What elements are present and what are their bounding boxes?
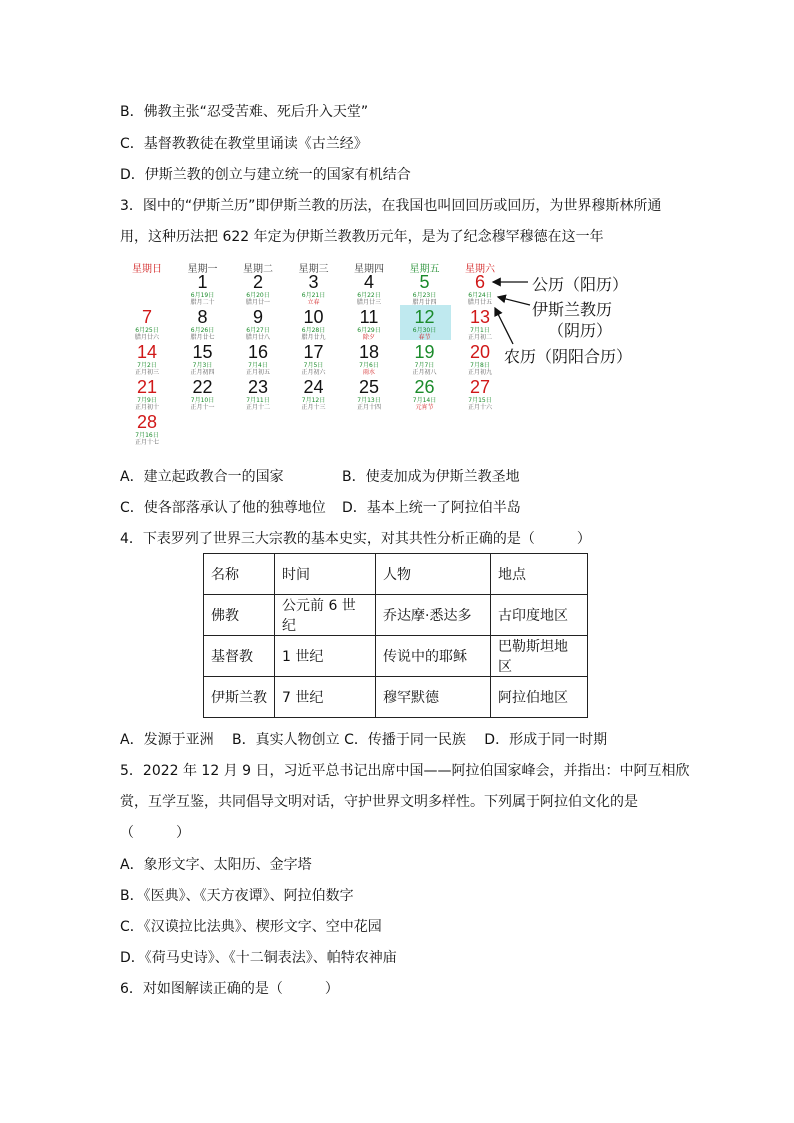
calendar-day xyxy=(453,377,507,411)
lunar-date: 正月十四 xyxy=(356,404,381,411)
day-number: 22 xyxy=(192,377,213,397)
calendar-day xyxy=(342,377,396,411)
calendar-day xyxy=(176,307,230,341)
weekday-header: 星期一 xyxy=(187,264,218,275)
day-number: 28 xyxy=(136,412,158,432)
day-number: 5 xyxy=(419,272,430,292)
islamic-date: 7月5日 xyxy=(303,362,324,369)
calendar-day xyxy=(176,272,230,306)
islamic-date: 7月3日 xyxy=(192,362,213,369)
day-number: 21 xyxy=(136,377,158,397)
q5-option-c: C．《汉谟拉比法典》、楔形文字、空中花园 xyxy=(120,919,382,935)
lunar-date: 正月十二 xyxy=(245,404,270,411)
table-cell: 基督教 xyxy=(204,636,275,677)
islamic-date: 6月24日 xyxy=(468,292,492,299)
table-cell: 7 世纪 xyxy=(275,677,376,718)
anno-islamic-1: 伊斯兰教历 xyxy=(532,300,613,319)
lunar-date: 春节 xyxy=(418,334,431,341)
day-number: 4 xyxy=(363,272,374,292)
table-cell: 乔达摩·悉达多 xyxy=(376,595,491,636)
lunar-date: 腊月廿四 xyxy=(412,299,437,306)
day-number: 2 xyxy=(252,272,263,292)
weekday-header: 星期五 xyxy=(409,264,440,275)
table-row xyxy=(204,636,588,677)
table-row xyxy=(204,595,588,636)
anno-islamic-2: （阴历） xyxy=(548,321,613,340)
calendar-day xyxy=(120,307,174,341)
weekday-header: 星期二 xyxy=(243,264,273,275)
islamic-date: 7月9日 xyxy=(137,397,157,404)
islamic-date: 7月4日 xyxy=(248,362,268,369)
islamic-date: 6月27日 xyxy=(246,327,270,334)
day-number: 3 xyxy=(308,272,319,292)
day-number: 18 xyxy=(358,342,380,362)
q3-option-d: D．基本上统一了阿拉伯半岛 xyxy=(342,500,521,516)
day-number: 16 xyxy=(247,342,269,362)
lunar-date: 腊月廿六 xyxy=(134,334,159,341)
lunar-date: 正月初二 xyxy=(467,334,492,341)
lunar-date: 腊月廿八 xyxy=(245,334,270,341)
calendar-day xyxy=(342,272,396,306)
lunar-date: 正月初九 xyxy=(467,369,492,376)
weekday-header: 星期六 xyxy=(465,264,495,275)
islamic-date: 6月28日 xyxy=(301,327,326,334)
calendar-day xyxy=(287,272,341,306)
arrow-islamic xyxy=(498,297,530,305)
day-number: 20 xyxy=(469,342,491,362)
day-number: 14 xyxy=(136,342,158,362)
anno-solar: 公历（阳历） xyxy=(532,275,629,294)
calendar-day xyxy=(176,342,230,376)
calendar-day xyxy=(398,307,452,341)
lunar-date: 正月初五 xyxy=(245,369,270,376)
lunar-date: 腊月廿五 xyxy=(467,299,492,306)
day-number: 10 xyxy=(303,307,324,327)
day-number: 13 xyxy=(469,307,491,327)
islamic-date: 7月2日 xyxy=(137,362,157,369)
calendar-day xyxy=(231,342,285,376)
table-cell: 时间 xyxy=(275,554,376,595)
day-number: 8 xyxy=(197,307,208,327)
day-number: 27 xyxy=(469,377,491,397)
lunar-date: 正月初四 xyxy=(190,369,215,376)
q2-option-d: D．伊斯兰教的创立与建立统一的国家有机结合 xyxy=(120,167,411,183)
table-row xyxy=(204,554,588,595)
islamic-date: 7月13日 xyxy=(357,397,381,404)
islamic-date: 6月30日 xyxy=(412,327,437,334)
q5-stem-line1: 5．2022 年 12 月 9 日，习近平总书记出席中国——阿拉伯国家峰会，并指出：中阿互相欣 xyxy=(120,763,690,779)
calendar-day xyxy=(176,377,230,411)
weekday-header: 星期日 xyxy=(132,264,162,275)
calendar-day xyxy=(287,307,341,341)
lunar-date: 腊月廿七 xyxy=(190,334,215,341)
table-cell: 穆罕默德 xyxy=(376,677,491,718)
islamic-date: 7月12日 xyxy=(301,397,326,404)
lunar-date: 正月初十 xyxy=(134,404,159,411)
annotation-arrows xyxy=(485,270,545,350)
table-cell: 佛教 xyxy=(204,595,275,636)
weekday-header: 星期三 xyxy=(298,264,329,275)
lunar-date: 正月十七 xyxy=(134,439,159,446)
islamic-date: 6月21日 xyxy=(301,292,326,299)
calendar-day xyxy=(231,272,285,306)
day-number: 15 xyxy=(192,342,213,362)
q6-stem: 6．对如图解读正确的是（ ） xyxy=(120,981,339,997)
calendar-day xyxy=(398,272,452,306)
lunar-date: 正月初三 xyxy=(134,369,159,376)
table-cell: 巴勒斯坦地区 xyxy=(491,636,588,677)
table-cell: 传说中的耶稣 xyxy=(376,636,491,677)
calendar-day xyxy=(120,377,174,411)
lunar-date: 腊月廿三 xyxy=(356,299,381,306)
day-number: 11 xyxy=(359,307,379,327)
day-number: 1 xyxy=(197,272,208,292)
table-row xyxy=(204,677,588,718)
islamic-date: 7月6日 xyxy=(359,362,379,369)
q4-options: A．发源于亚洲 B．真实人物创立 C．传播于同一民族 D．形成于同一时期 xyxy=(120,732,608,748)
calendar-day xyxy=(120,412,174,446)
calendar-day xyxy=(231,377,285,411)
q2-option-c: C．基督教教徒在教堂里诵读《古兰经》 xyxy=(120,136,368,152)
islamic-date: 7月8日 xyxy=(470,362,490,369)
day-number: 9 xyxy=(252,307,263,327)
q5-stem-line3: （ ） xyxy=(120,825,190,841)
islamic-date: 7月16日 xyxy=(135,432,159,439)
islamic-date: 6月19日 xyxy=(190,292,215,299)
calendar-day xyxy=(287,377,341,411)
calendar-day xyxy=(398,377,452,411)
q2-option-b: B．佛教主张“忍受苦难、死后升入天堂” xyxy=(120,104,369,120)
lunar-date: 腊月二十 xyxy=(190,299,215,306)
table-cell: 人物 xyxy=(376,554,491,595)
q5-option-a: A．象形文字、太阳历、金字塔 xyxy=(120,857,312,873)
day-number: 24 xyxy=(303,377,324,397)
islamic-date: 6月23日 xyxy=(412,292,437,299)
weekday-header: 星期四 xyxy=(354,264,384,275)
islamic-date: 6月20日 xyxy=(246,292,270,299)
day-number: 7 xyxy=(141,307,152,327)
day-number: 19 xyxy=(414,342,435,362)
islamic-date: 6月22日 xyxy=(357,292,381,299)
q5-option-b: B．《医典》、《天方夜谭》、阿拉伯数字 xyxy=(120,888,354,904)
table-cell: 公元前 6 世纪 xyxy=(275,595,376,636)
day-number: 17 xyxy=(303,342,324,362)
lunar-date: 腊月廿一 xyxy=(245,299,270,306)
table-cell: 古印度地区 xyxy=(491,595,588,636)
day-number: 6 xyxy=(474,272,485,292)
table-cell: 名称 xyxy=(204,554,275,595)
calendar-day xyxy=(342,307,396,341)
day-number: 25 xyxy=(358,377,380,397)
islamic-date: 7月14日 xyxy=(412,397,437,404)
q3-option-b: B．使麦加成为伊斯兰教圣地 xyxy=(342,469,520,485)
islamic-date: 7月1日 xyxy=(470,327,490,334)
islamic-date: 7月11日 xyxy=(246,397,270,404)
q3-option-c: C．使各部落承认了他的独尊地位 xyxy=(120,500,326,516)
islamic-date: 7月15日 xyxy=(468,397,492,404)
lunar-date: 正月十三 xyxy=(301,404,326,411)
table-cell: 伊斯兰教 xyxy=(204,677,275,718)
q3-stem-line1: 3．图中的“伊斯兰历”即伊斯兰教的历法，在我国也叫回回历或回历，为世界穆斯林所通 xyxy=(120,198,662,214)
q3-option-a: A．建立起政教合一的国家 xyxy=(120,469,284,485)
day-number: 12 xyxy=(414,307,435,327)
q5-option-d: D．《荷马史诗》、《十二铜表法》、帕特农神庙 xyxy=(120,950,397,966)
lunar-date: 元宵节 xyxy=(415,404,434,411)
calendar-day xyxy=(231,307,285,341)
q4-stem: 4．下表罗列了世界三大宗教的基本史实，对其共性分析正确的是（ ） xyxy=(120,531,591,547)
islamic-date: 7月7日 xyxy=(414,362,435,369)
lunar-date: 正月十六 xyxy=(467,404,492,411)
calendar-day xyxy=(120,342,174,376)
calendar-day xyxy=(287,342,341,376)
q5-stem-line2: 赏，互学互鉴，共同倡导文明对话，守护世界文明多样性。下列属于阿拉伯文化的是 xyxy=(120,794,638,810)
table-cell: 地点 xyxy=(491,554,588,595)
lunar-date: 正月十一 xyxy=(190,404,215,411)
arrow-lunar xyxy=(495,308,513,344)
day-number: 23 xyxy=(247,377,269,397)
lunar-date: 除夕 xyxy=(362,334,375,341)
lunar-date: 正月初八 xyxy=(412,369,437,376)
lunar-date: 正月初六 xyxy=(301,369,326,376)
day-number: 26 xyxy=(414,377,435,397)
table-cell: 阿拉伯地区 xyxy=(491,677,588,718)
calendar-figure xyxy=(120,258,500,448)
calendar-day xyxy=(342,342,396,376)
islamic-date: 7月10日 xyxy=(190,397,215,404)
religions-table xyxy=(203,553,588,718)
table-cell: 1 世纪 xyxy=(275,636,376,677)
q3-stem-line2: 用，这种历法把 622 年定为伊斯兰教教历元年，是为了纪念穆罕穆德在这一年 xyxy=(120,229,604,245)
calendar-day xyxy=(398,342,452,376)
anno-lunar: 农历（阴阳合历） xyxy=(504,347,633,366)
lunar-date: 雨水 xyxy=(362,369,375,376)
islamic-date: 6月26日 xyxy=(190,327,215,334)
lunar-date: 立春 xyxy=(307,299,320,306)
islamic-date: 6月25日 xyxy=(135,327,159,334)
lunar-date: 腊月廿九 xyxy=(301,334,326,341)
islamic-date: 6月29日 xyxy=(357,327,381,334)
